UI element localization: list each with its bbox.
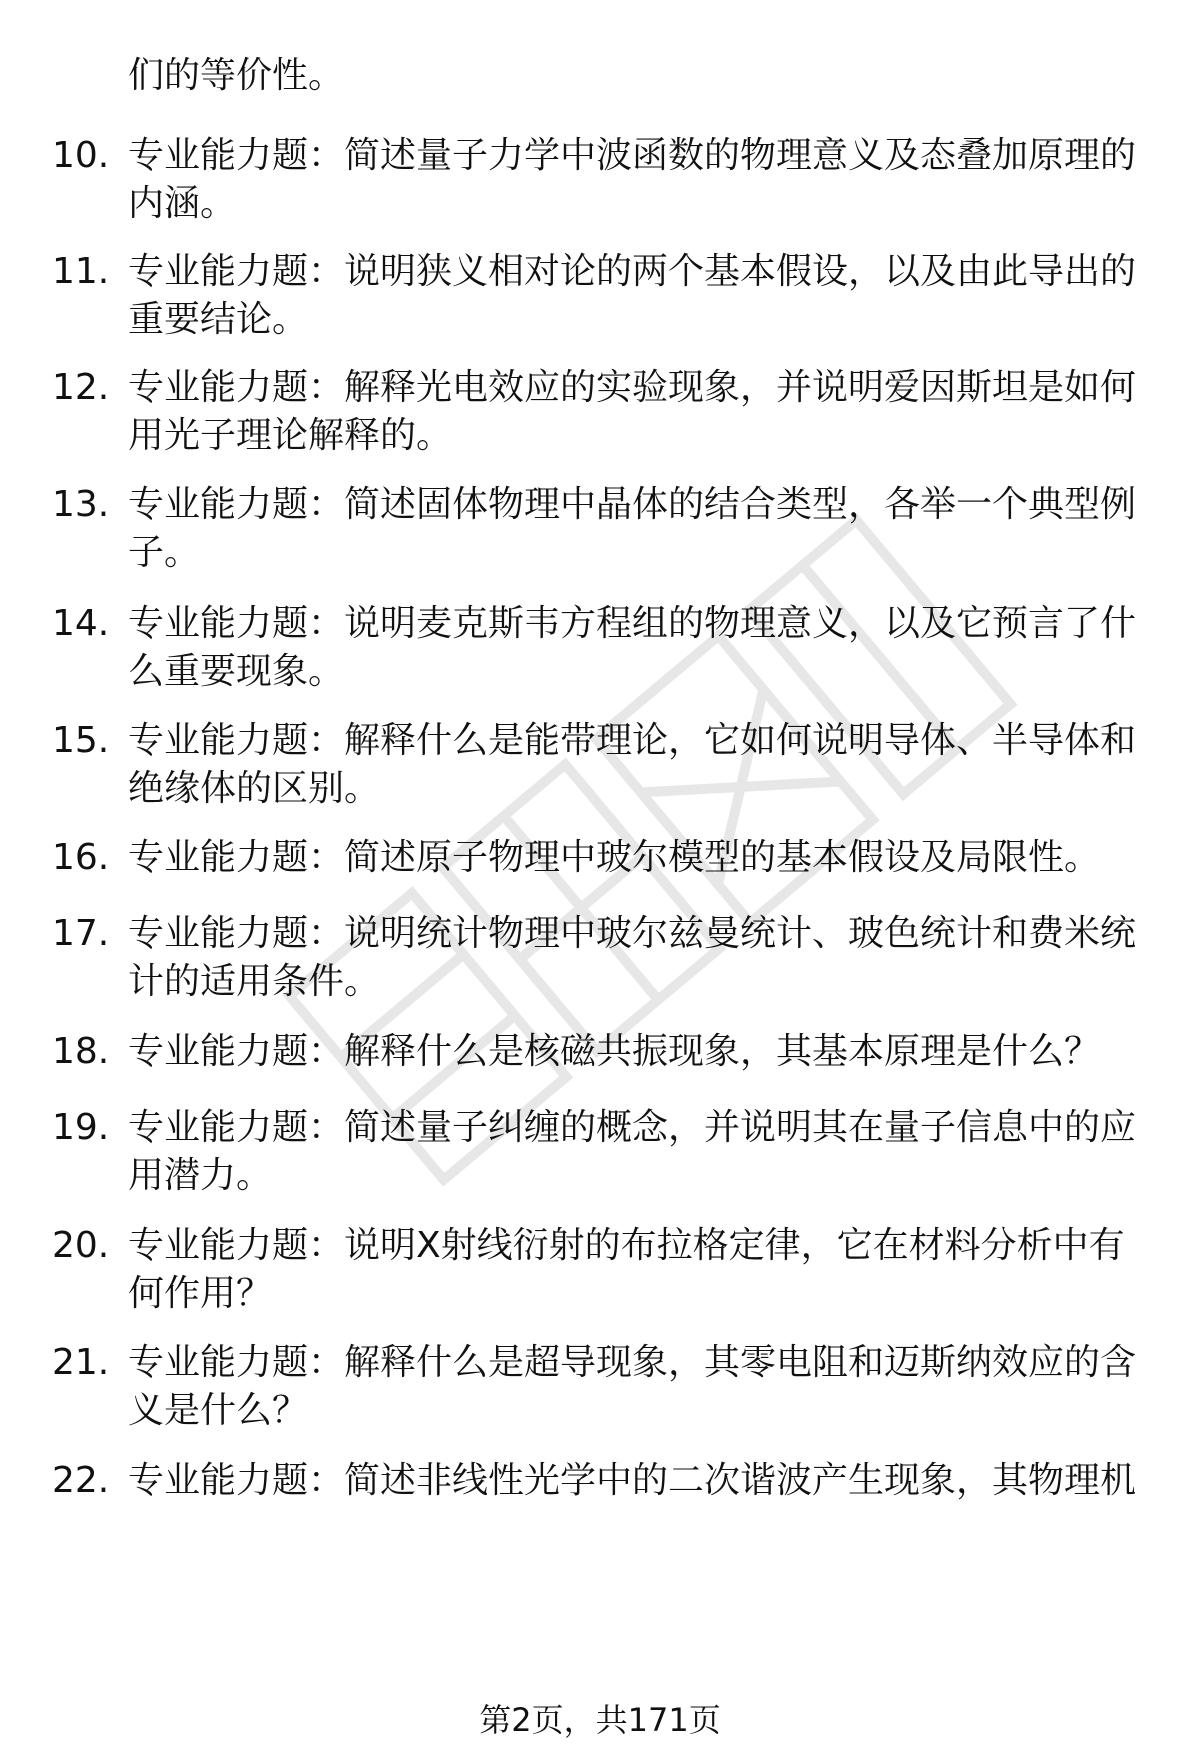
question-item — [0, 364, 1200, 474]
question-text: 专业能力题：解释什么是能带理论，它如何说明导体、半导体和绝缘体的区别。 — [128, 720, 1137, 809]
question-text: 专业能力题：说明X射线衍射的布拉格定律，它在材料分析中有何作用？ — [128, 1225, 1125, 1314]
carry-over-text: 们的等价性。 — [128, 55, 345, 96]
question-number: 16. — [52, 837, 110, 878]
question-number: 22. — [52, 1460, 110, 1501]
question-item — [0, 910, 1200, 1020]
question-number: 12. — [52, 367, 110, 408]
question-number: 10. — [52, 135, 110, 176]
question-text: 专业能力题：简述量子力学中波函数的物理意义及态叠加原理的内涵。 — [128, 135, 1137, 224]
question-text: 专业能力题：解释什么是核磁共振现象，其基本原理是什么？ — [128, 1031, 1101, 1072]
question-text: 专业能力题：说明统计物理中玻尔兹曼统计、玻色统计和费米统计的适用条件。 — [128, 913, 1137, 1002]
question-text: 专业能力题：解释什么是超导现象，其零电阻和迈斯纳效应的含义是什么？ — [128, 1342, 1137, 1431]
question-number: 20. — [52, 1225, 110, 1266]
question-number: 18. — [52, 1031, 110, 1072]
question-number: 14. — [52, 603, 110, 644]
question-item — [0, 481, 1200, 591]
question-item — [0, 132, 1200, 242]
question-text: 专业能力题：说明狭义相对论的两个基本假设，以及由此导出的重要结论。 — [128, 251, 1137, 340]
question-item — [0, 600, 1200, 710]
page-footer: 第2页，共171页 — [479, 1701, 721, 1739]
question-number: 15. — [52, 720, 110, 761]
question-text: 专业能力题：简述原子物理中玻尔模型的基本假设及局限性。 — [128, 837, 1101, 878]
question-item — [0, 248, 1200, 358]
question-number: 13. — [52, 484, 110, 525]
question-item — [0, 1104, 1200, 1214]
question-number: 11. — [52, 251, 110, 292]
question-text: 专业能力题：简述量子纠缠的概念，并说明其在量子信息中的应用潜力。 — [128, 1107, 1137, 1196]
question-number: 21. — [52, 1342, 110, 1383]
question-item — [0, 1457, 1200, 1567]
question-number: 19. — [52, 1107, 110, 1148]
question-item — [0, 1222, 1200, 1332]
question-item — [0, 717, 1200, 827]
question-text: 专业能力题：简述非线性光学中的二次谐波产生现象，其物理机 — [128, 1460, 1137, 1501]
question-text: 专业能力题：说明麦克斯韦方程组的物理意义，以及它预言了什么重要现象。 — [128, 603, 1137, 692]
question-item — [0, 1339, 1200, 1449]
question-text: 专业能力题：简述固体物理中晶体的结合类型，各举一个典型例子。 — [128, 484, 1137, 573]
question-number: 17. — [52, 913, 110, 954]
question-text: 专业能力题：解释光电效应的实验现象，并说明爱因斯坦是如何用光子理论解释的。 — [128, 367, 1137, 456]
